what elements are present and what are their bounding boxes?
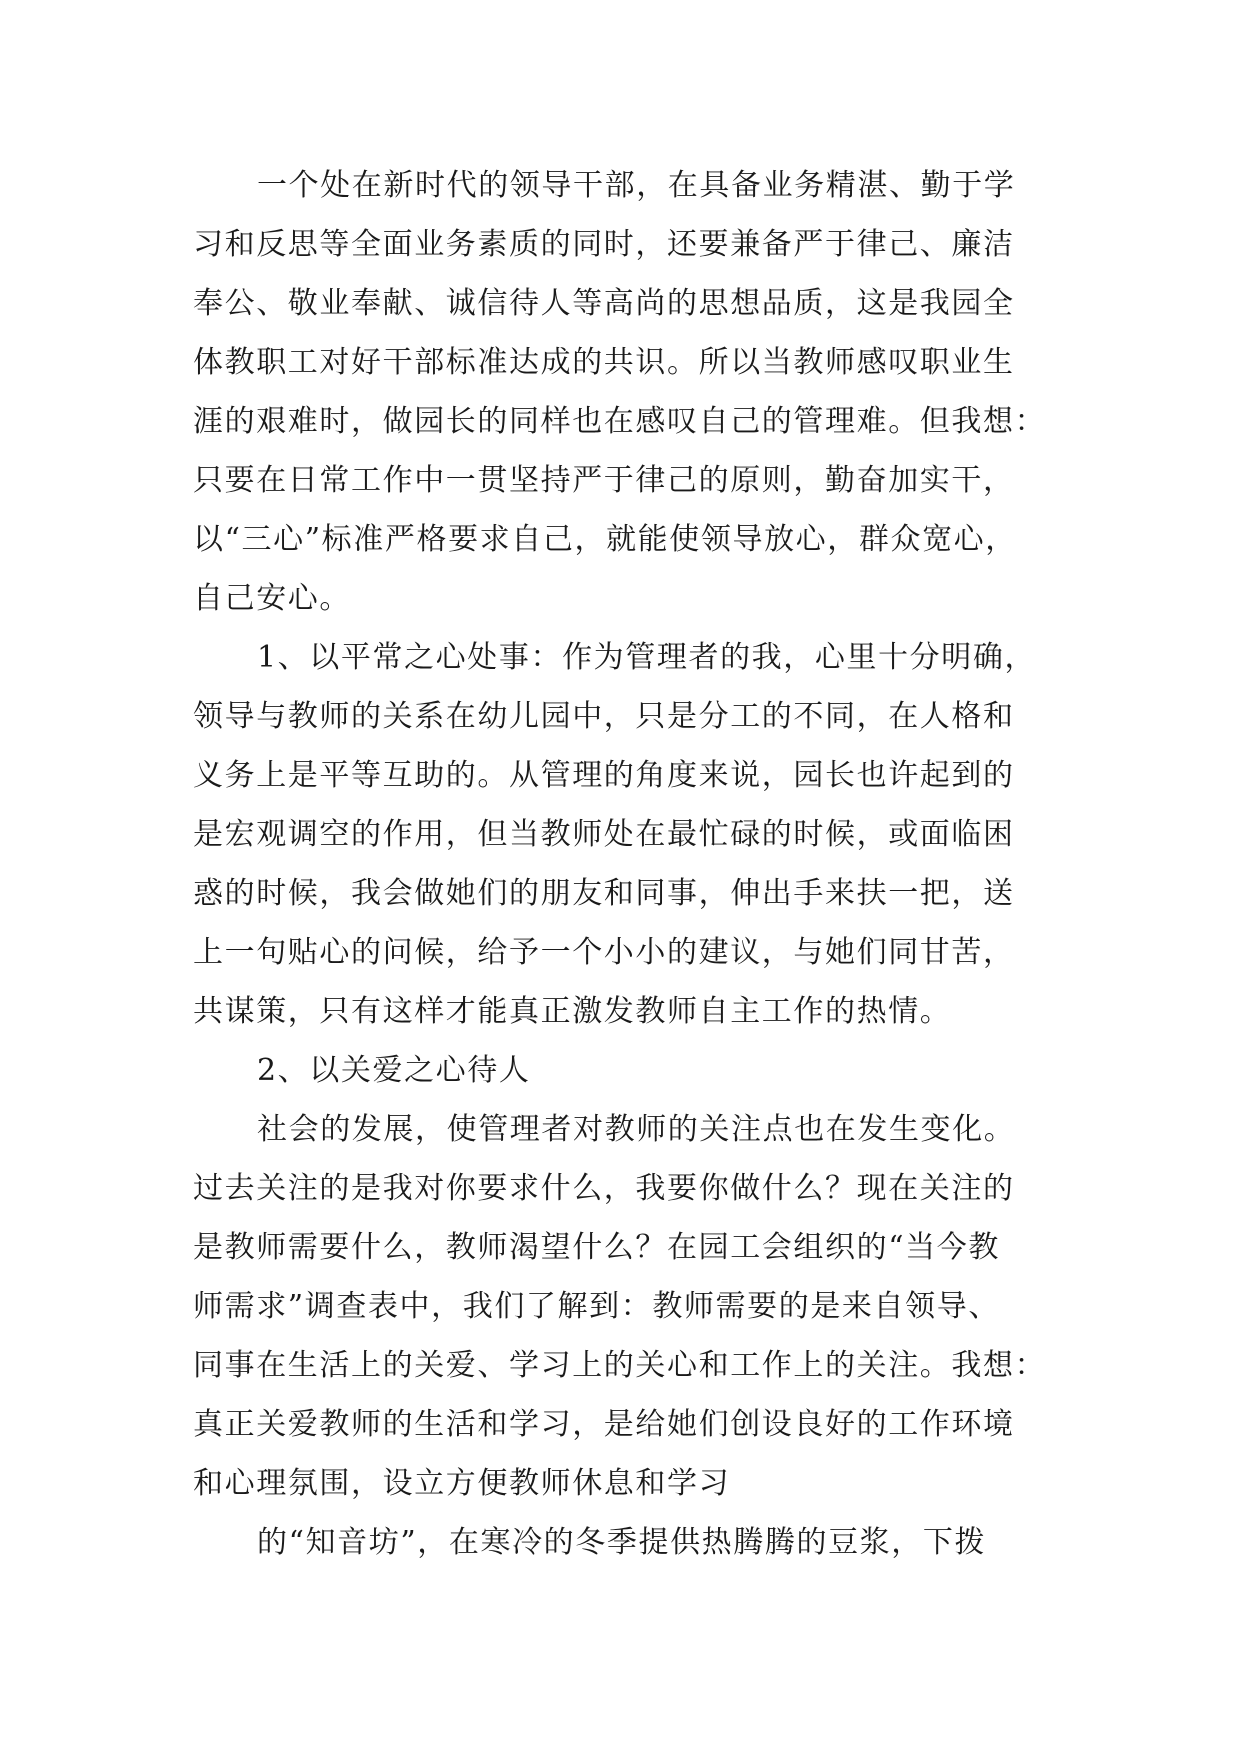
text-line: 体教职工对好干部标准达成的共识。所以当教师感叹职业生 [193,345,1015,380]
text-line: 共谋策，只有这样才能真正激发教师自主工作的热情。 [193,994,952,1029]
text-line: 师需求”调查表中，我们了解到：教师需要的是来自领导、 [193,1289,1000,1324]
text-line: 2、以关爱之心待人 [257,1053,531,1088]
text-line: 惑的时候，我会做她们的朋友和同事，伸出手来扶一把，送 [193,876,1015,911]
text-line: 的“知音坊”，在寒冷的冬季提供热腾腾的豆浆，下拨 [257,1525,987,1560]
text-line: 以“三心”标准严格要求自己，就能使领导放心，群众宽心， [193,522,1017,557]
text-line: 一个处在新时代的领导干部，在具备业务精湛、勤于学 [257,168,1016,203]
text-line: 是宏观调空的作用，但当教师处在最忙碌的时候，或面临困 [193,817,1015,852]
text-line: 习和反思等全面业务素质的同时，还要兼备严于律己、廉洁 [193,227,1015,262]
text-line: 社会的发展，使管理者对教师的关注点也在发生变化。 [257,1112,1016,1147]
text-line: 领导与教师的关系在幼儿园中，只是分工的不同，在人格和 [193,699,1015,734]
text-line: 过去关注的是我对你要求什么，我要你做什么？现在关注的 [193,1171,1015,1206]
text-line: 奉公、敬业奉献、诚信待人等高尚的思想品质，这是我园全 [193,286,1015,321]
text-line: 同事在生活上的关爱、学习上的关心和工作上的关注。我想： [193,1348,1047,1383]
text-line: 和心理氛围，设立方便教师休息和学习 [193,1466,731,1501]
text-line: 真正关爱教师的生活和学习，是给她们创设良好的工作环境 [193,1407,1015,1442]
text-line: 1、以平常之心处事：作为管理者的我，心里十分明确， [257,640,1037,675]
text-line: 是教师需要什么，教师渴望什么？在园工会组织的“当今教 [193,1230,1000,1265]
text-line: 涯的艰难时，做园长的同样也在感叹自己的管理难。但我想： [193,404,1047,439]
text-line: 只要在日常工作中一贯坚持严于律己的原则，勤奋加实干， [193,463,1015,498]
text-line: 上一句贴心的问候，给予一个小小的建议，与她们同甘苦， [193,935,1015,970]
text-line: 义务上是平等互助的。从管理的角度来说，园长也许起到的 [193,758,1015,793]
text-line: 自己安心。 [193,581,351,616]
